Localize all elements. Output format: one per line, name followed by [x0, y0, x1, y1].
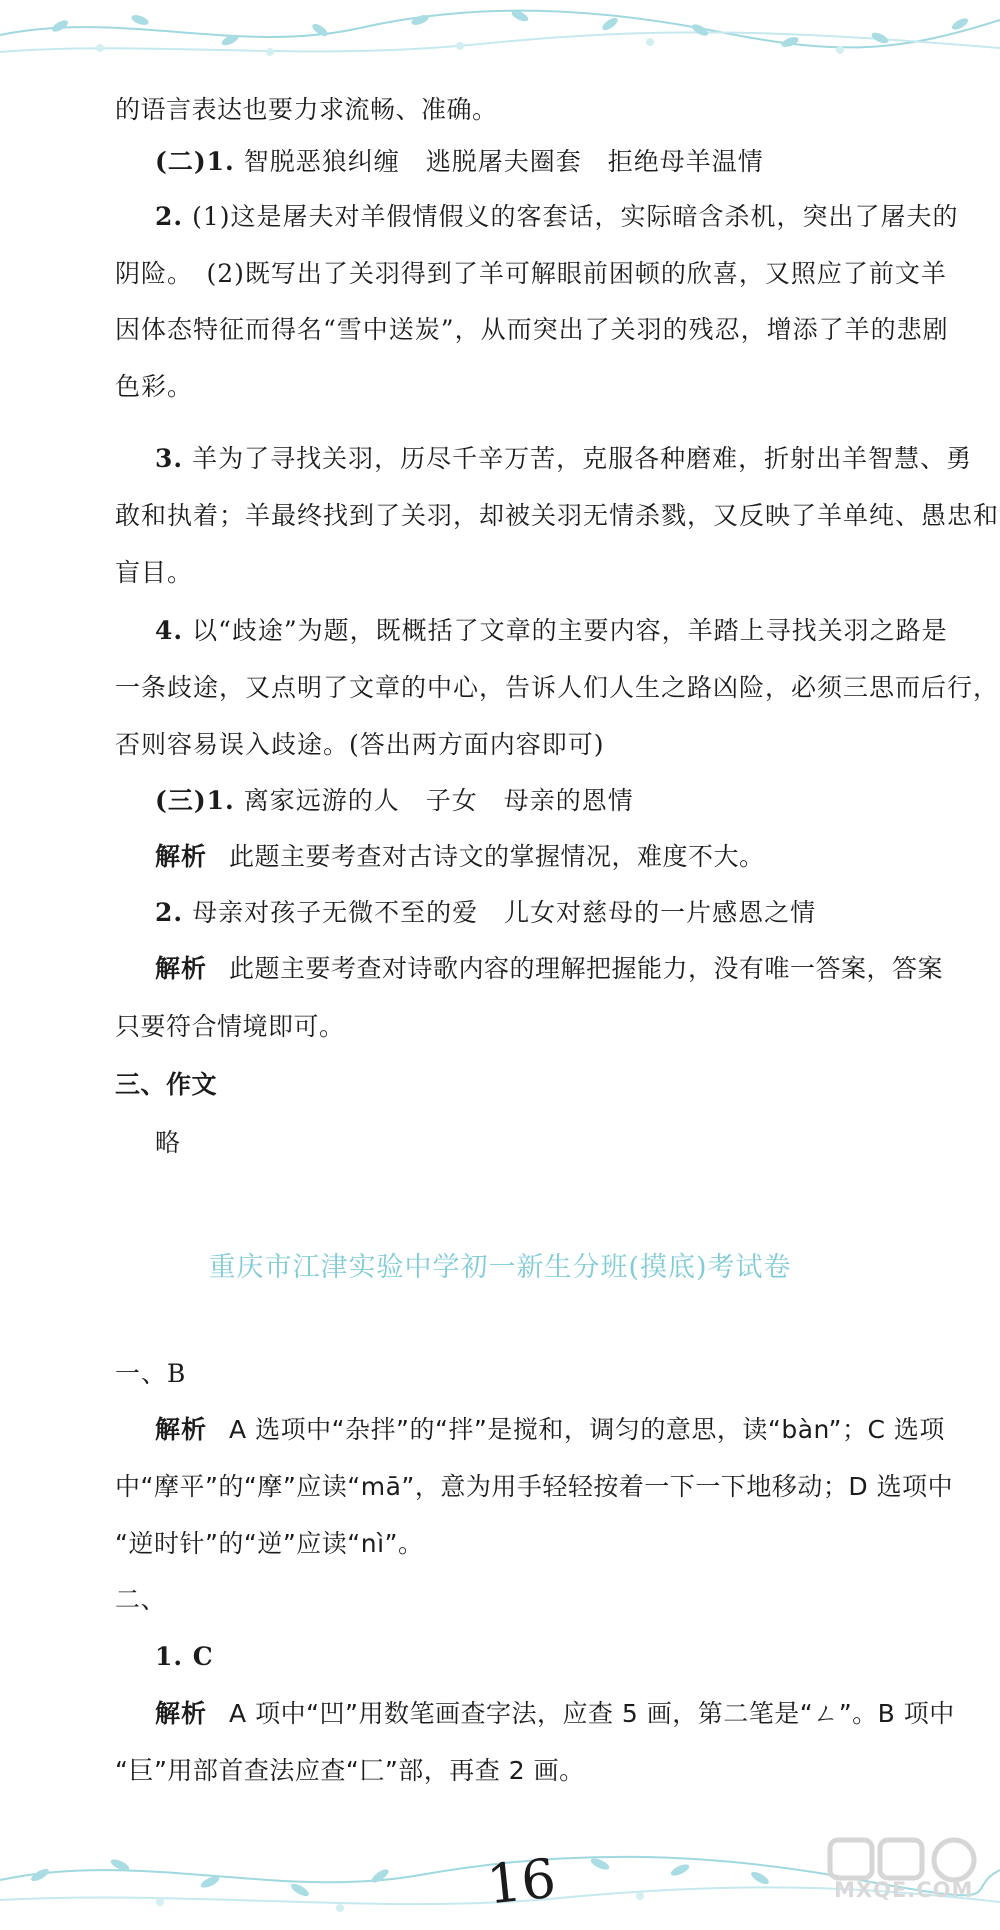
section-heading: 三、作文: [115, 1070, 218, 1099]
text-line: 一条歧途，又点明了文章的中心，告诉人们人生之路凶险，必须三思而后行，: [115, 673, 1000, 702]
exam-title: 重庆市江津实验中学初一新生分班(摸底)考试卷: [208, 1252, 792, 1283]
page-number: 16: [483, 1846, 559, 1917]
explanation-line: 解析 此题主要考查对诗歌内容的理解把握能力，没有唯一答案，答案: [155, 954, 944, 983]
text-line: “巨”用部首查法应查“匚”部，再查 2 画。: [115, 1756, 585, 1785]
section-heading: 二、: [115, 1585, 167, 1614]
text-line: 因体态特征而得名“雪中送炭”，从而突出了关羽的残忍，增添了羊的悲剧: [115, 315, 949, 344]
text-line: 只要符合情境即可。: [115, 1012, 345, 1041]
text-line: “逆时针”的“逆”应读“nì”。: [115, 1529, 424, 1558]
explanation-line: 解析 A 项中“凹”用数笔画查字法，应查 5 画，第二笔是“ㄥ”。B 项中: [155, 1699, 955, 1728]
text-line: 阴险。 (2)既写出了关羽得到了羊可解眼前困顿的欣喜，又照应了前文羊: [115, 259, 947, 288]
explanation-line: 解析 A 选项中“杂拌”的“拌”是搅和，调匀的意思，读“bàn”；C 选项: [155, 1415, 945, 1444]
text-line: 敢和执着；羊最终找到了关羽，却被关羽无情杀戮，又反映了羊单纯、愚忠和: [115, 501, 1000, 530]
text-line: 的语言表达也要力求流畅、准确。: [115, 95, 498, 124]
text-line: 2. (1)这是屠夫对羊假情假义的客套话，实际暗含杀机，突出了屠夫的: [155, 202, 959, 231]
text-line: 略: [155, 1128, 182, 1157]
text-line: 4. 以“歧途”为题，既概括了文章的主要内容，羊踏上寻找关羽之路是: [155, 616, 948, 645]
text-line: 一、B: [115, 1359, 187, 1388]
text-line: 1. C: [155, 1642, 214, 1671]
text-line: 盲目。: [115, 558, 194, 587]
explanation-line: 解析 此题主要考查对古诗文的掌握情况，难度不大。: [155, 842, 765, 871]
text-line: 否则容易误入歧途。(答出两方面内容即可): [115, 730, 605, 759]
text-line: (二)1. 智脱恶狼纠缠 逃脱屠夫圈套 拒绝母羊温情: [155, 147, 764, 176]
text-line: 中“摩平”的“摩”应读“mā”，意为用手轻轻按着一下一下地移动；D 选项中: [115, 1472, 954, 1501]
text-line: 色彩。: [115, 372, 194, 401]
text-line: (三)1. 离家远游的人 子女 母亲的恩情: [155, 786, 634, 815]
text-line: 3. 羊为了寻找关羽，历尽千辛万苦，克服各种磨难，折射出羊智慧、勇: [155, 444, 973, 473]
text-line: 2. 母亲对孩子无微不至的爱 儿女对慈母的一片感恩之情: [155, 898, 817, 927]
watermark-text: MXQE.COM: [834, 1878, 974, 1902]
